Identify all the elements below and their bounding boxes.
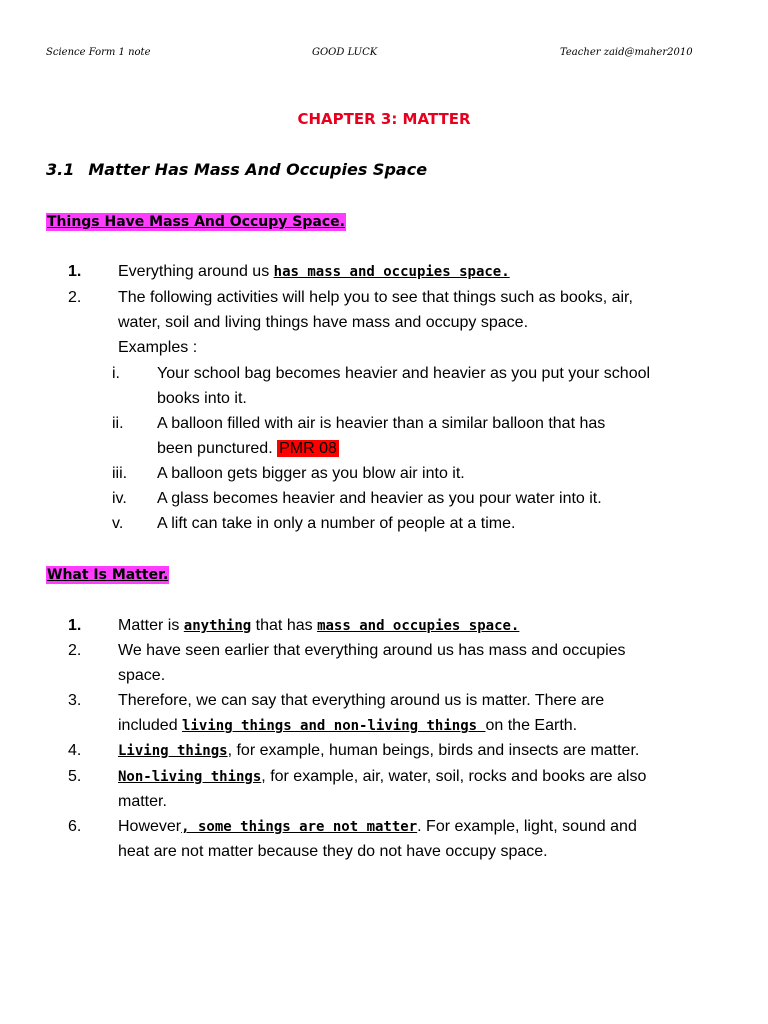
list-number: 1. — [68, 263, 82, 280]
list-number: 5. — [68, 768, 82, 785]
item-text: included — [118, 717, 183, 734]
keyword: , some things are not matter — [181, 819, 418, 835]
pmr-tag: PMR 08 — [279, 440, 337, 457]
keyword: Non-living things — [118, 769, 262, 785]
page-header — [0, 47, 768, 63]
item-text: that has — [251, 617, 318, 634]
list-number: 2. — [68, 289, 82, 306]
list-item-cont: space. — [118, 667, 166, 684]
item-text: Matter is — [118, 617, 184, 634]
item-text: , for example, air, water, soil, rocks and books are also — [261, 768, 647, 785]
roman-number: iii. — [112, 465, 128, 482]
heading-what-is-matter: What Is Matter. — [47, 567, 169, 583]
item-text: However — [118, 818, 182, 835]
roman-number: v. — [112, 515, 124, 532]
list-item-cont: water, soil and living things have mass and occupy space. — [118, 314, 529, 331]
sub-item-cont: books into it. — [157, 390, 247, 407]
list-number: 4. — [68, 742, 82, 759]
sub-item: A lift can take in only a number of people at a time. — [157, 515, 516, 532]
header-left: Science Form 1 note — [46, 47, 151, 58]
item-text: Everything around us — [118, 263, 274, 280]
sub-item: A glass becomes heavier and heavier as you pour water into it. — [157, 490, 602, 507]
keyword: mass and occupies space. — [317, 618, 520, 634]
roman-number: i. — [112, 365, 120, 382]
sub-item-text: been punctured. — [157, 440, 278, 457]
keyword: has mass and occupies space. — [273, 264, 510, 280]
examples-label: Examples : — [118, 339, 198, 356]
roman-number: iv. — [112, 490, 127, 507]
item-text: . For example, light, sound and — [417, 818, 637, 835]
list-item: Therefore, we can say that everything around us is matter. There are — [118, 692, 605, 709]
sub-item: A balloon gets bigger as you blow air into it. — [157, 465, 465, 482]
list-number: 1. — [68, 617, 82, 634]
list-item-cont — [118, 716, 577, 736]
list-item: The following activities will help you to see that things such as books, air, — [118, 289, 633, 306]
list-number: 3. — [68, 692, 82, 709]
list-number: 2. — [68, 642, 82, 659]
list-item — [118, 817, 637, 837]
list-item: We have seen earlier that everything around us has mass and occupies — [118, 642, 626, 659]
list-item — [118, 616, 519, 636]
chapter-title: CHAPTER 3: MATTER — [297, 110, 471, 128]
keyword: living things and non-living things — [182, 718, 486, 734]
keyword: Living things — [118, 743, 228, 759]
header-right: Teacher zaid@maher2010 — [560, 47, 693, 58]
item-text: , for example, human beings, birds and insects are matter. — [227, 742, 640, 759]
list-item — [118, 767, 646, 787]
section-number: 3.1 — [46, 160, 75, 179]
sub-item: A balloon filled with air is heavier than a similar balloon that has — [157, 415, 606, 432]
sub-item-cont — [157, 439, 339, 459]
list-item — [118, 741, 639, 761]
list-item — [118, 262, 510, 282]
list-number: 6. — [68, 818, 82, 835]
heading-things-have-mass: Things Have Mass And Occupy Space. — [47, 214, 345, 230]
list-item-cont: matter. — [118, 793, 167, 810]
header-center: GOOD LUCK — [312, 47, 378, 58]
list-item-cont: heat are not matter because they do not have occupy space. — [118, 843, 548, 860]
item-text: on the Earth. — [485, 717, 578, 734]
sub-item: Your school bag becomes heavier and heavier as you put your school — [157, 365, 651, 382]
section-title-text: Matter Has Mass And Occupies Space — [88, 160, 428, 179]
keyword: anything — [183, 618, 252, 634]
section-title — [46, 160, 427, 179]
roman-number: ii. — [112, 415, 124, 432]
